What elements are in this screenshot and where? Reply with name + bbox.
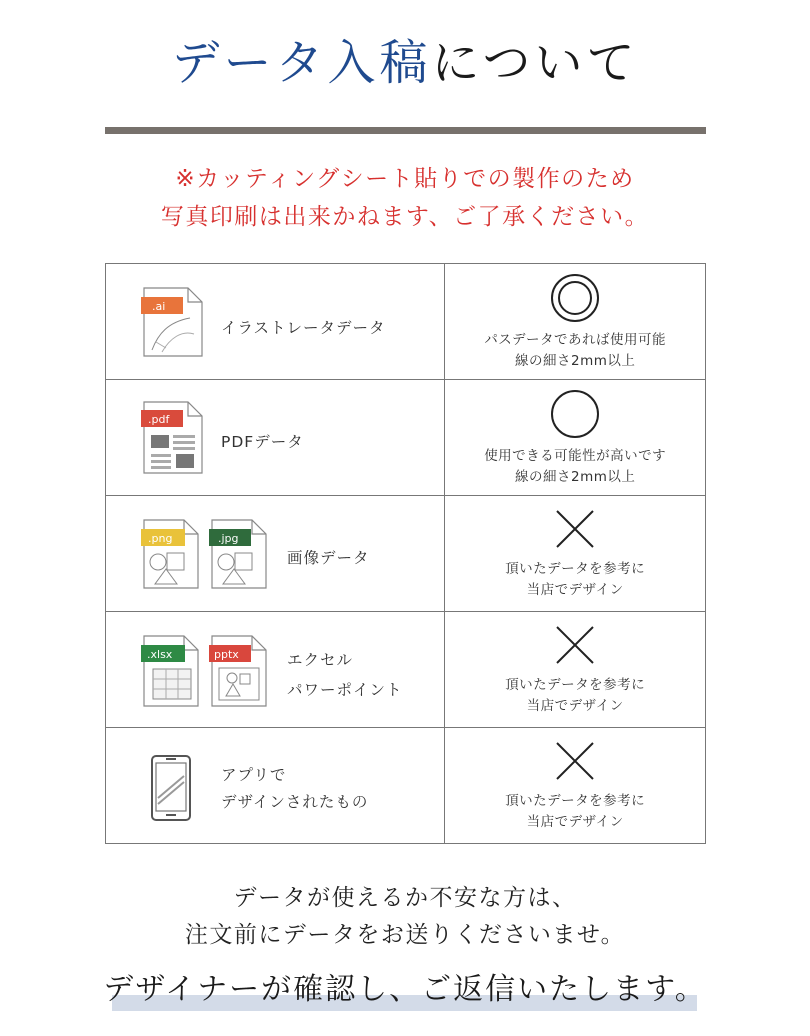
jpg-file-icon bbox=[209, 520, 266, 588]
format-cell-office bbox=[106, 612, 445, 728]
format-label-ai: イラストレータデータ bbox=[221, 319, 386, 337]
png-file-icon bbox=[141, 520, 198, 588]
status-note-line: 当店でデザイン bbox=[526, 813, 624, 830]
cross-icon bbox=[553, 739, 597, 783]
status-note-line: 線の細さ2mm以上 bbox=[514, 468, 636, 485]
double-circle-icon bbox=[549, 272, 601, 324]
footer-emphasis: デザイナーが確認し、ご返信いたします。 bbox=[103, 972, 707, 1007]
format-label-powerpoint: パワーポイント bbox=[287, 681, 403, 699]
pdf-tag: .pdf bbox=[148, 413, 170, 426]
ai-tag: .ai bbox=[152, 300, 166, 313]
status-note-line: 使用できる可能性が高いです bbox=[484, 447, 667, 464]
status-note-line: 当店でデザイン bbox=[526, 581, 624, 598]
status-note-line: 頂いたデータを参考に bbox=[505, 792, 646, 809]
status-cell-office bbox=[445, 612, 706, 728]
title-rest: について bbox=[431, 35, 639, 91]
footer-line-2: 注文前にデータをお送りくださいませ。 bbox=[184, 922, 626, 948]
status-cell-ai bbox=[445, 264, 706, 380]
table-row bbox=[106, 728, 706, 844]
status-cell-pdf bbox=[445, 380, 706, 496]
notice-text bbox=[0, 160, 810, 236]
circle-icon bbox=[549, 388, 601, 440]
format-label-app-designed: デザインされたもの bbox=[221, 793, 369, 811]
data-format-table bbox=[105, 263, 706, 844]
smartphone-icon bbox=[106, 728, 445, 846]
xlsx-tag: .xlsx bbox=[147, 648, 173, 661]
title-divider bbox=[105, 127, 706, 134]
format-label-excel: エクセル bbox=[287, 651, 354, 669]
status-note-line: パスデータであれば使用可能 bbox=[484, 331, 667, 348]
footer-line-1: データが使えるか不安な方は、 bbox=[233, 885, 577, 911]
format-label-image: 画像データ bbox=[287, 549, 370, 567]
format-cell-image bbox=[106, 496, 445, 612]
cross-icon bbox=[553, 507, 597, 551]
png-tag: .png bbox=[148, 532, 173, 545]
table-row bbox=[106, 264, 706, 380]
notice-line-2: 写真印刷は出来かねます、ご了承ください。 bbox=[160, 204, 650, 230]
status-note-line: 線の細さ2mm以上 bbox=[514, 352, 636, 369]
jpg-tag: .jpg bbox=[218, 532, 239, 545]
xlsx-file-icon bbox=[141, 636, 198, 706]
status-cell-app bbox=[445, 728, 706, 844]
status-cell-image bbox=[445, 496, 706, 612]
pptx-file-icon bbox=[209, 636, 266, 706]
page-title bbox=[0, 30, 810, 96]
table-row bbox=[106, 496, 706, 612]
format-label-pdf: PDFデータ bbox=[221, 433, 304, 451]
office-file-icons bbox=[106, 612, 445, 727]
cross-icon bbox=[553, 623, 597, 667]
table-row bbox=[106, 380, 706, 496]
format-cell-ai bbox=[106, 264, 445, 380]
status-note-line: 頂いたデータを参考に bbox=[505, 676, 646, 693]
status-note-line: 頂いたデータを参考に bbox=[505, 560, 646, 577]
title-highlight: データ入稿 bbox=[171, 35, 432, 91]
format-label-app: アプリで bbox=[221, 766, 287, 784]
table-row bbox=[106, 612, 706, 728]
image-file-icons bbox=[106, 496, 445, 611]
pptx-tag: pptx bbox=[214, 648, 239, 661]
format-cell-pdf bbox=[106, 380, 445, 496]
notice-line-1: ※カッティングシート貼りでの製作のため bbox=[175, 166, 635, 192]
footer-message bbox=[0, 880, 810, 954]
format-cell-app bbox=[106, 728, 445, 844]
status-note-line: 当店でデザイン bbox=[526, 697, 624, 714]
